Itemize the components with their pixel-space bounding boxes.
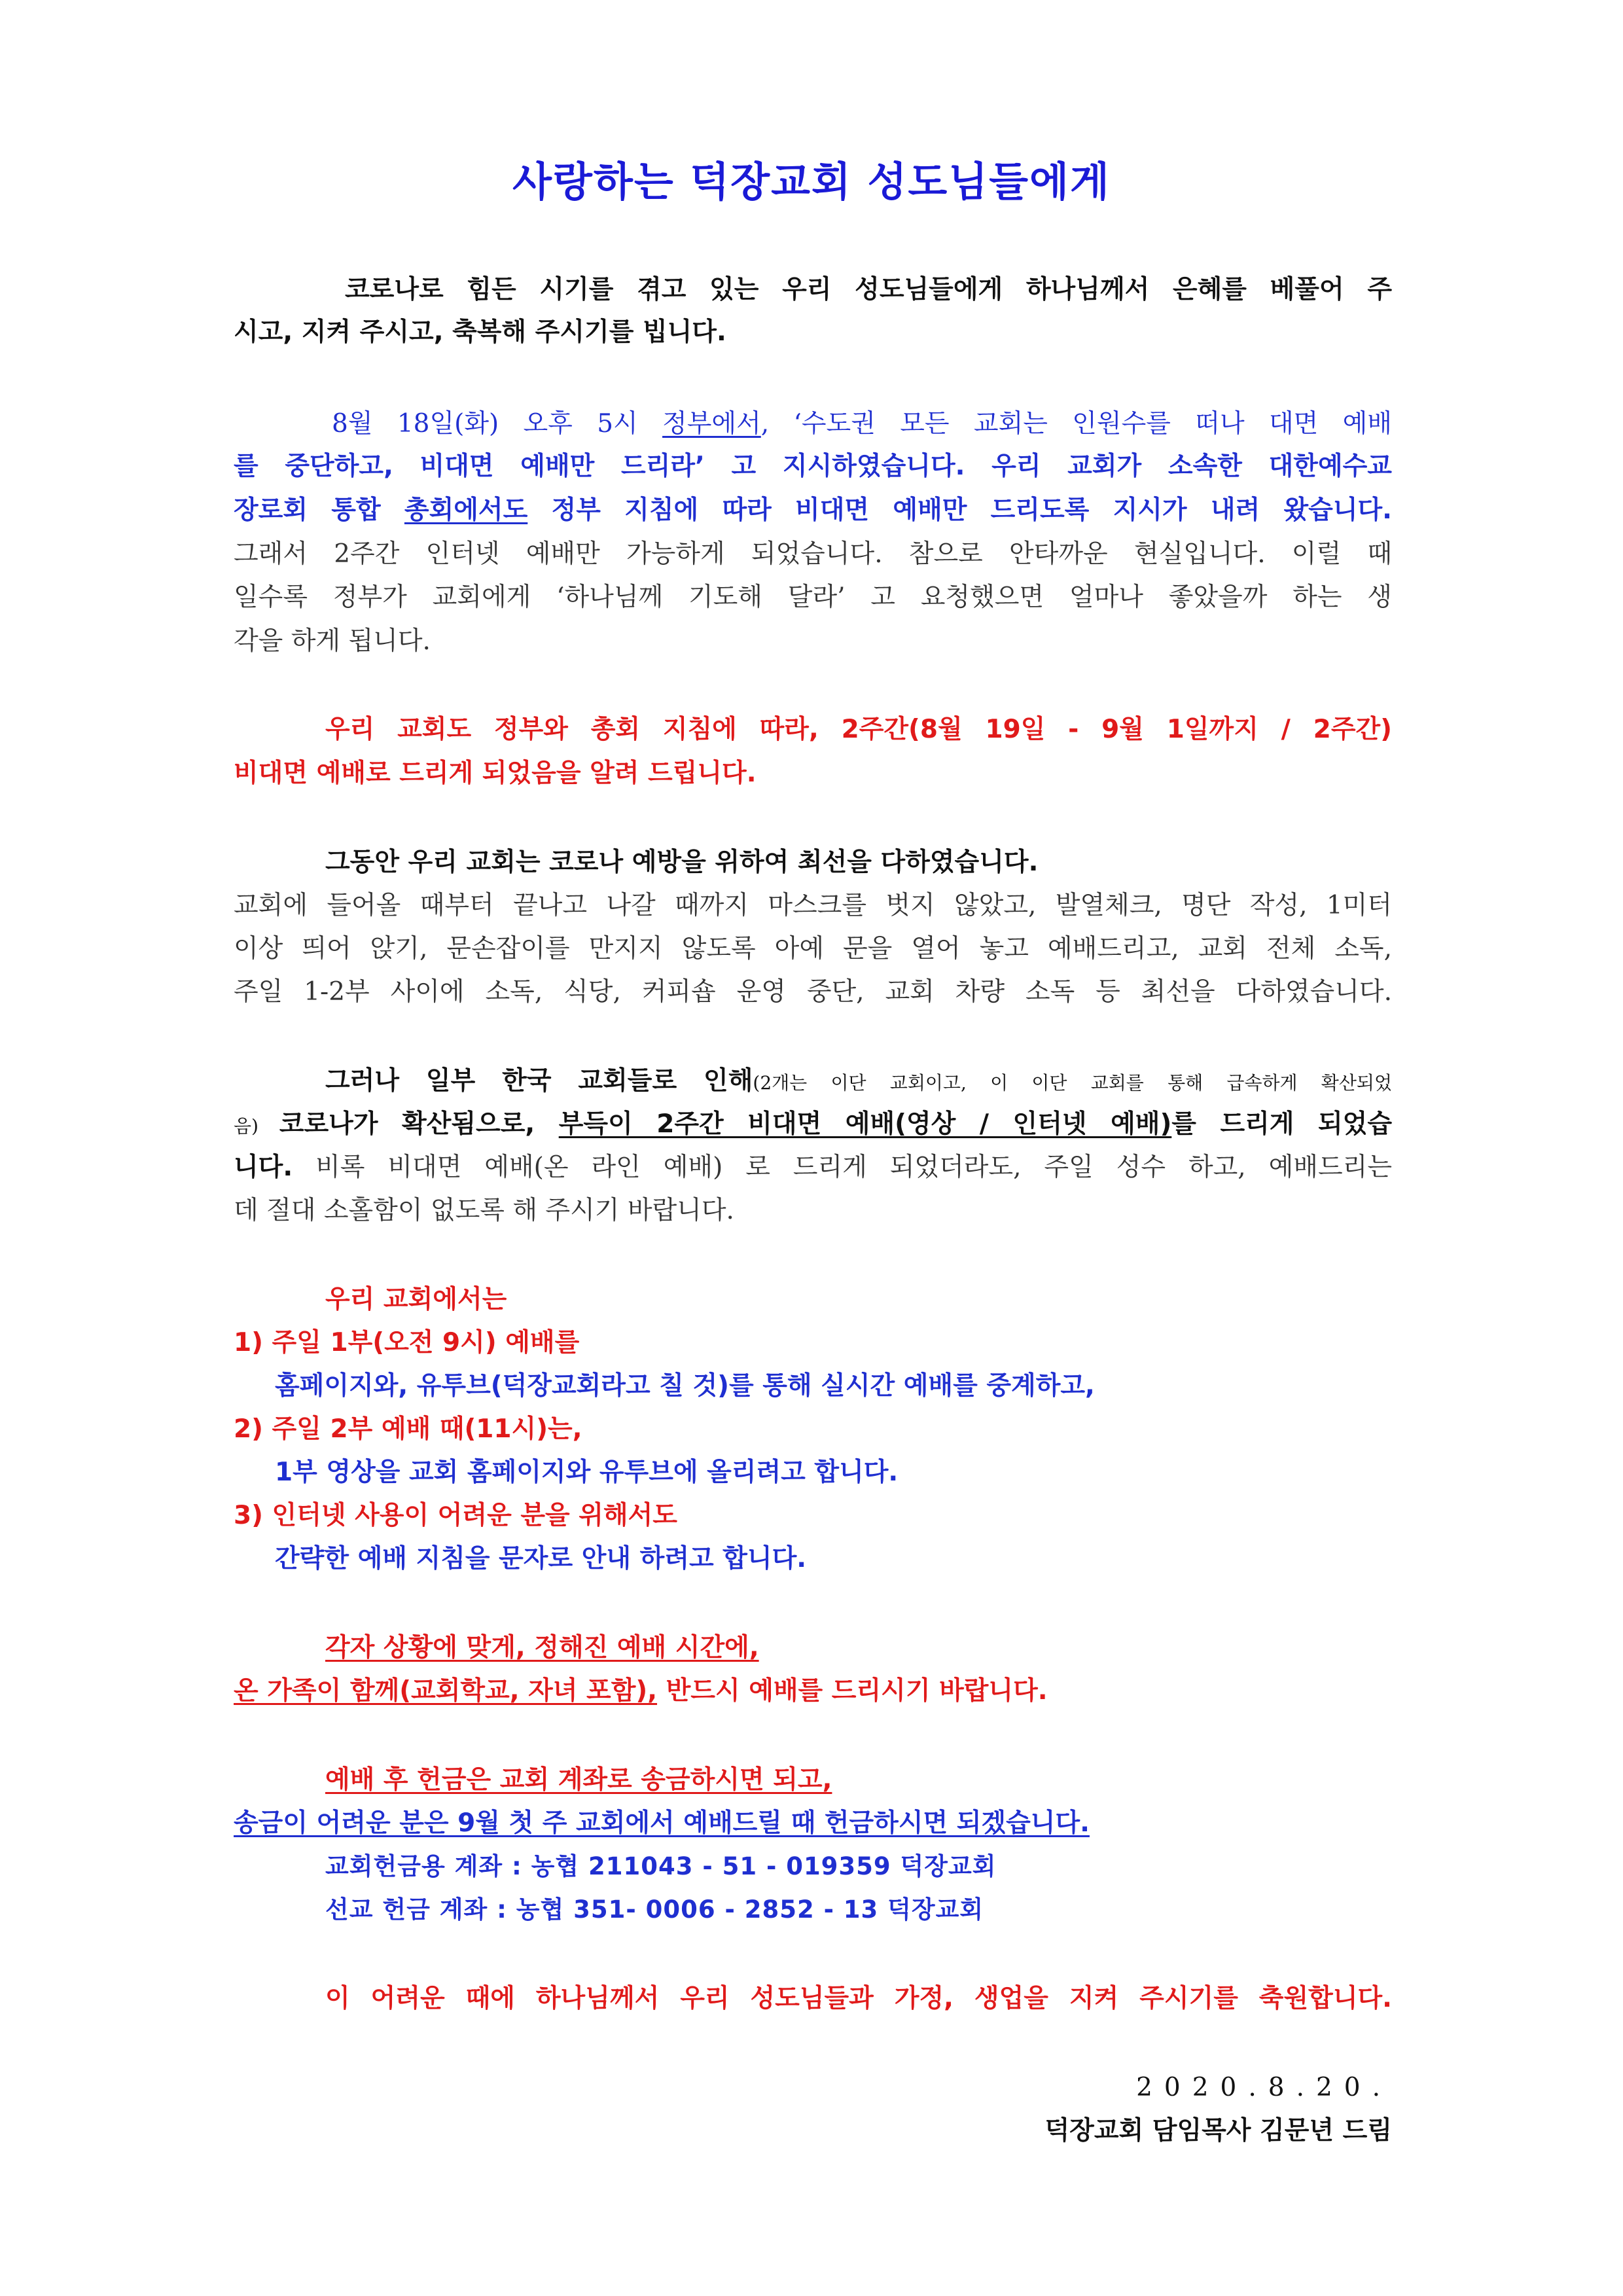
p1-line1: 코로나로 힘든 시기를 겪고 있는 우리 성도님들에게 하나님께서 은혜를 베풀어 주 [345, 275, 1392, 304]
p5-line1-note: (2개는 이단 교회이고, 이 이단 교회를 통해 급속하게 확산되었 [753, 1072, 1393, 1094]
p8-line2-text: 송금이 어려운 분은 9월 첫 주 교회에서 예배드릴 때 헌금하시면 되겠습니다. [234, 1808, 1090, 1838]
p5-line2 [234, 1105, 1392, 1144]
p7-line2-a: 온 가족이 함께(교회학교, 자녀 포함), [234, 1676, 658, 1706]
page-title: 사랑하는 덕장교회 성도님들에게 [512, 158, 1111, 206]
p4-line4: 주일 1-2부 사이에 소독, 식당, 커피숍 운영 중단, 교회 차량 소독 등 최선을 다하였습니다. [234, 977, 1392, 1007]
p2-line3-a: 장로회 통합 [234, 495, 404, 525]
p3-line1: 우리 교회도 정부와 총회 지침에 따라, 2주간(8월 19일 - 9월 1일까지 / 2주간) [325, 715, 1392, 744]
p7-line1 [325, 1628, 1484, 1668]
p8-line1-text: 예배 후 헌금은 교회 계좌로 송금하시면 되고, [325, 1765, 832, 1795]
p5-line1 [325, 1062, 1392, 1101]
p6-item1: 1) 주일 1부(오전 9시) 예배를 [234, 1328, 580, 1357]
p2-line3 [234, 491, 1392, 530]
p5-line2-a: 음) [234, 1115, 279, 1137]
p2-line1 [332, 404, 1392, 444]
p6-item2: 2) 주일 2부 예배 때(11시)는, [234, 1414, 582, 1444]
p2-line6: 각을 하게 됩니다. [234, 626, 431, 656]
p2-line2: 를 중단하고, 비대면 예배만 드리라’ 고 지시하였습니다. 우리 교회가 소속한 대한예수교 [234, 452, 1392, 481]
p2-line5: 일수록 정부가 교회에게 ‘하나님께 기도해 달라’ 고 요청했으면 얼마나 좋았을까 하는 생 [234, 583, 1392, 612]
p6-intro: 우리 교회에서는 [325, 1285, 507, 1314]
p2-assembly: 총회에서도 [404, 495, 528, 525]
p7-line1-text: 각자 상황에 맞게, 정해진 예배 시간에, [325, 1633, 759, 1662]
p5-line2-d: 를 드리게 되었습 [1171, 1109, 1393, 1139]
p2-gov-link: 정부에서 [662, 409, 761, 439]
signature-date: 2020.8.20. [1136, 2073, 1392, 2102]
p5-line2-c: 부득이 2주간 비대면 예배(영상 / 인터넷 예배) [558, 1109, 1172, 1139]
p2-line3-c: 정부 지침에 따라 비대면 예배만 드리도록 지시가 내려 왔습니다. [527, 495, 1392, 525]
account-offering: 교회헌금용 계좌 : 농협 211043 - 51 - 019359 덕장교회 [325, 1852, 997, 1880]
closing-blessing: 이 어려운 때에 하나님께서 우리 성도님들과 가정, 생업을 지켜 주시기를 축원합니다. [325, 1984, 1392, 2013]
p6-item2-detail: 1부 영상을 교회 홈페이지와 유투브에 올리려고 합니다. [275, 1458, 899, 1487]
p5-line3 [234, 1148, 1392, 1187]
p7-line2 [234, 1672, 1392, 1711]
p7-line2-b: 반드시 예배를 드리시기 바랍니다. [657, 1676, 1048, 1706]
p1-line2: 시고, 지켜 주시고, 축복해 주시기를 빕니다. [234, 317, 726, 347]
p5-line3-b: 비록 비대면 예배(온 라인 예배) 로 드리게 되었더라도, 주일 성수 하고, 예배드리는 [293, 1153, 1392, 1182]
p6-item3-detail: 간략한 예배 지침을 문자로 안내 하려고 합니다. [275, 1544, 807, 1573]
account-mission: 선교 헌금 계좌 : 농협 351- 0006 - 2852 - 13 덕장교회 [325, 1895, 984, 1924]
p3-line2: 비대면 예배로 드리게 되었음을 알려 드립니다. [234, 759, 757, 788]
p4-line3: 이상 띄어 앉기, 문손잡이를 만지지 않도록 아예 문을 열어 놓고 예배드리고, 교회 전체 소독, [234, 934, 1392, 963]
p2-line4: 그래서 2주간 인터넷 예배만 가능하게 되었습니다. 참으로 안타까운 현실입니다. 이럴 때 [234, 539, 1392, 569]
p5-line3-a: 니다. [234, 1153, 293, 1182]
p5-line1-a: 그러나 일부 한국 교회들로 인해 [325, 1066, 753, 1096]
p6-item3: 3) 인터넷 사용이 어려운 분을 위해서도 [234, 1501, 677, 1530]
signature-sender: 덕장교회 담임목사 김문년 드림 [1044, 2116, 1392, 2145]
p4-line1: 그동안 우리 교회는 코로나 예방을 위하여 최선을 다하였습니다. [325, 848, 1039, 877]
p4-line2: 교회에 들어올 때부터 끝나고 나갈 때까지 마스크를 벗지 않았고, 발열체크, 명단 작성, 1미터 [234, 891, 1392, 920]
p8-line2 [234, 1804, 1392, 1843]
p5-line4: 데 절대 소홀함이 없도록 해 주시기 바랍니다. [234, 1196, 734, 1225]
p2-line1-a: 8월 18일(화) 오후 5시 [332, 409, 663, 439]
p8-line1 [325, 1761, 1484, 1800]
p6-item1-detail: 홈페이지와, 유투브(덕장교회라고 칠 것)를 통해 실시간 예배를 중계하고, [275, 1371, 1095, 1401]
p2-line1-c: , ‘수도권 모든 교회는 인원수를 떠나 대면 예배 [760, 409, 1392, 439]
p5-line2-b: 코로나가 확산됨으로, [279, 1109, 559, 1139]
